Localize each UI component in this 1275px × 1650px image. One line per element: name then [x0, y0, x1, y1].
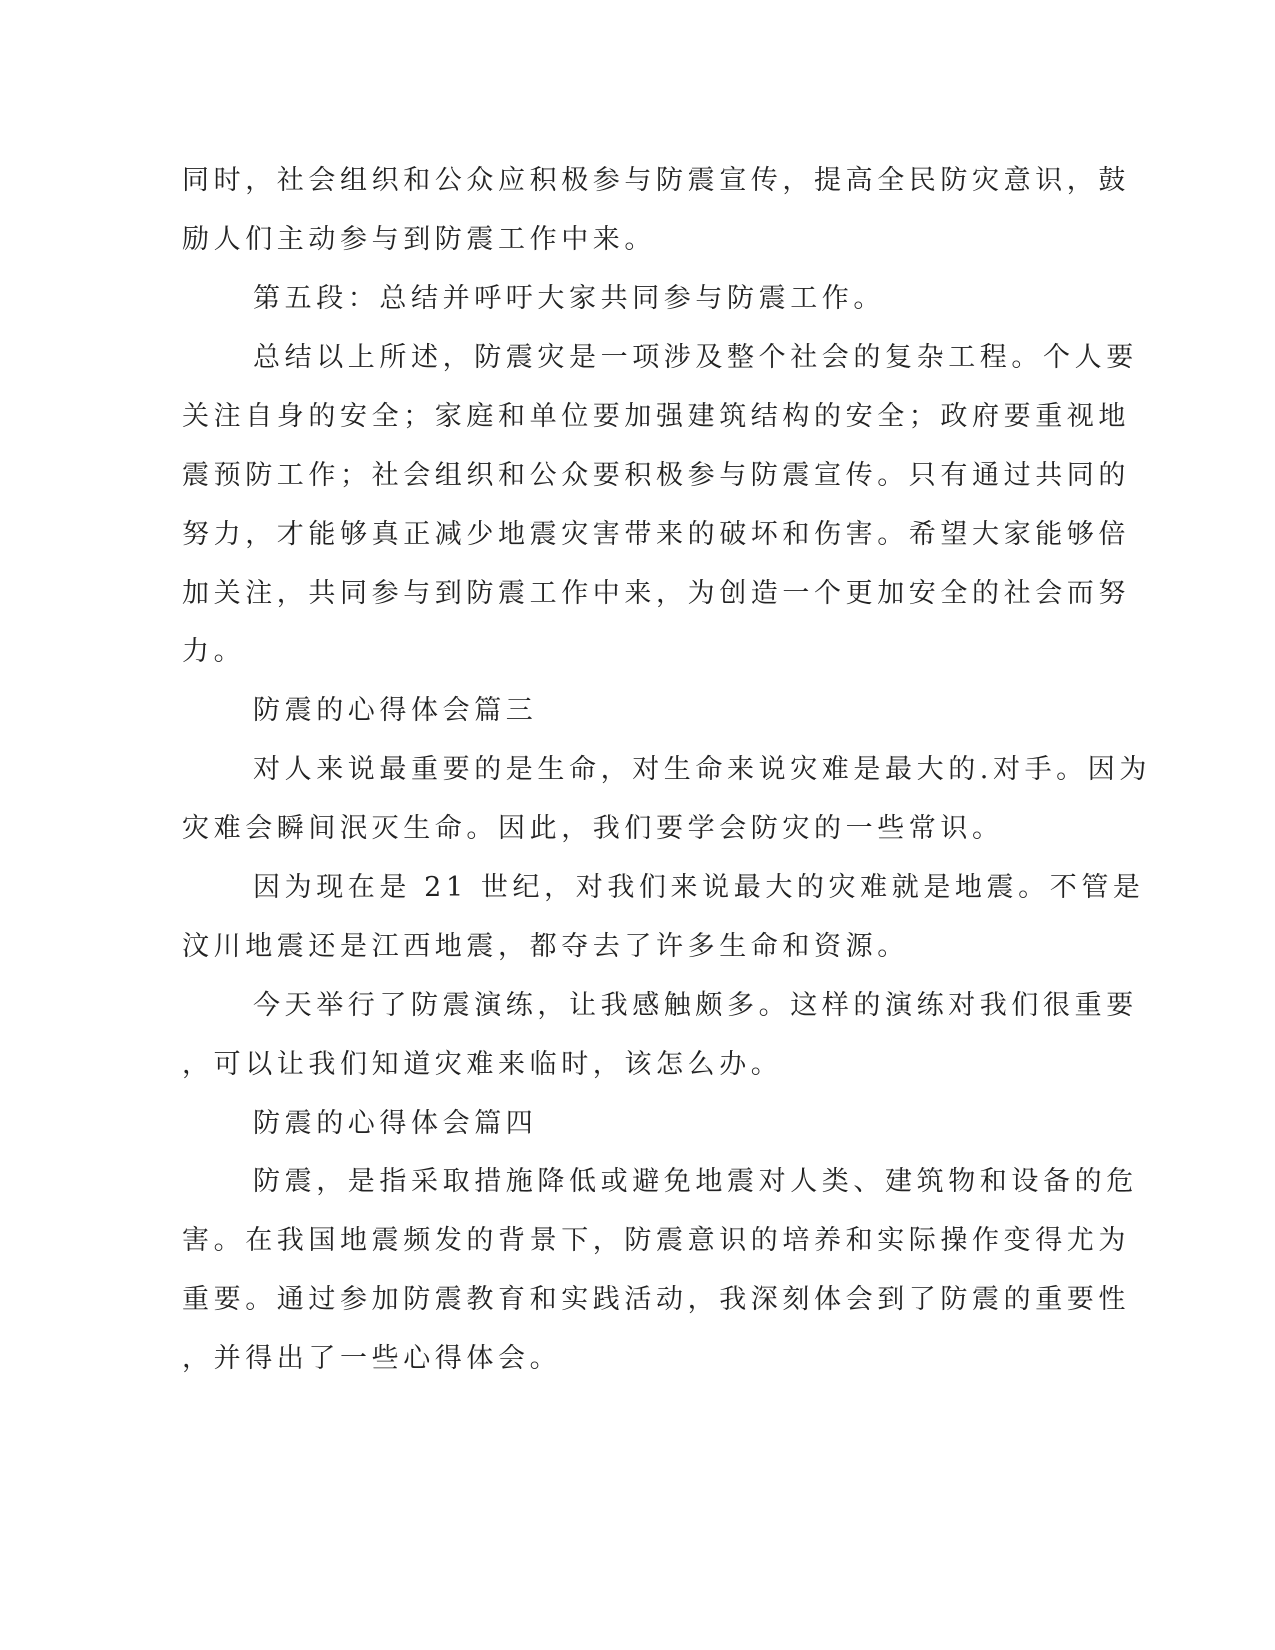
text-line: 同时，社会组织和公众应积极参与防震宣传，提高全民防灾意识，鼓: [182, 165, 1130, 196]
text-line: 重要。通过参加防震教育和实践活动，我深刻体会到了防震的重要性: [182, 1284, 1130, 1315]
text-line: 努力，才能够真正减少地震灾害带来的破坏和伤害。希望大家能够倍: [182, 519, 1130, 550]
text-line: 因为现在是 21 世纪，对我们来说最大的灾难就是地震。不管是: [253, 872, 1145, 903]
text-line: 关注自身的安全；家庭和单位要加强建筑结构的安全；政府要重视地: [182, 401, 1130, 432]
text-line: ，可以让我们知道灾难来临时，该怎么办。: [182, 1049, 783, 1080]
text-line: ，并得出了一些心得体会。: [182, 1343, 562, 1374]
text-line: 今天举行了防震演练，让我感触颇多。这样的演练对我们很重要: [253, 990, 1138, 1021]
text-line: 灾难会瞬间泯灭生命。因此，我们要学会防灾的一些常识。: [182, 813, 1004, 844]
text-line: 防震，是指采取措施降低或避免地震对人类、建筑物和设备的危: [253, 1166, 1138, 1197]
section-heading: 防震的心得体会篇三: [253, 695, 538, 726]
text-line: 加关注，共同参与到防震工作中来，为创造一个更加安全的社会而努: [182, 578, 1130, 609]
text-line: 震预防工作；社会组织和公众要积极参与防震宣传。只有通过共同的: [182, 460, 1130, 491]
text-line: 汶川地震还是江西地震，都夺去了许多生命和资源。: [182, 931, 909, 962]
section-heading: 防震的心得体会篇四: [253, 1108, 538, 1139]
text-line: 励人们主动参与到防震工作中来。: [182, 224, 656, 255]
section-heading: 第五段：总结并呼吁大家共同参与防震工作。: [253, 283, 885, 314]
text-line: 害。在我国地震频发的背景下，防震意识的培养和实际操作变得尤为: [182, 1225, 1130, 1256]
text-line: 对人来说最重要的是生命，对生命来说灾难是最大的.对手。因为: [253, 754, 1151, 785]
text-line: 总结以上所述，防震灾是一项涉及整个社会的复杂工程。个人要: [253, 342, 1138, 373]
text-line: 力。: [182, 636, 246, 667]
